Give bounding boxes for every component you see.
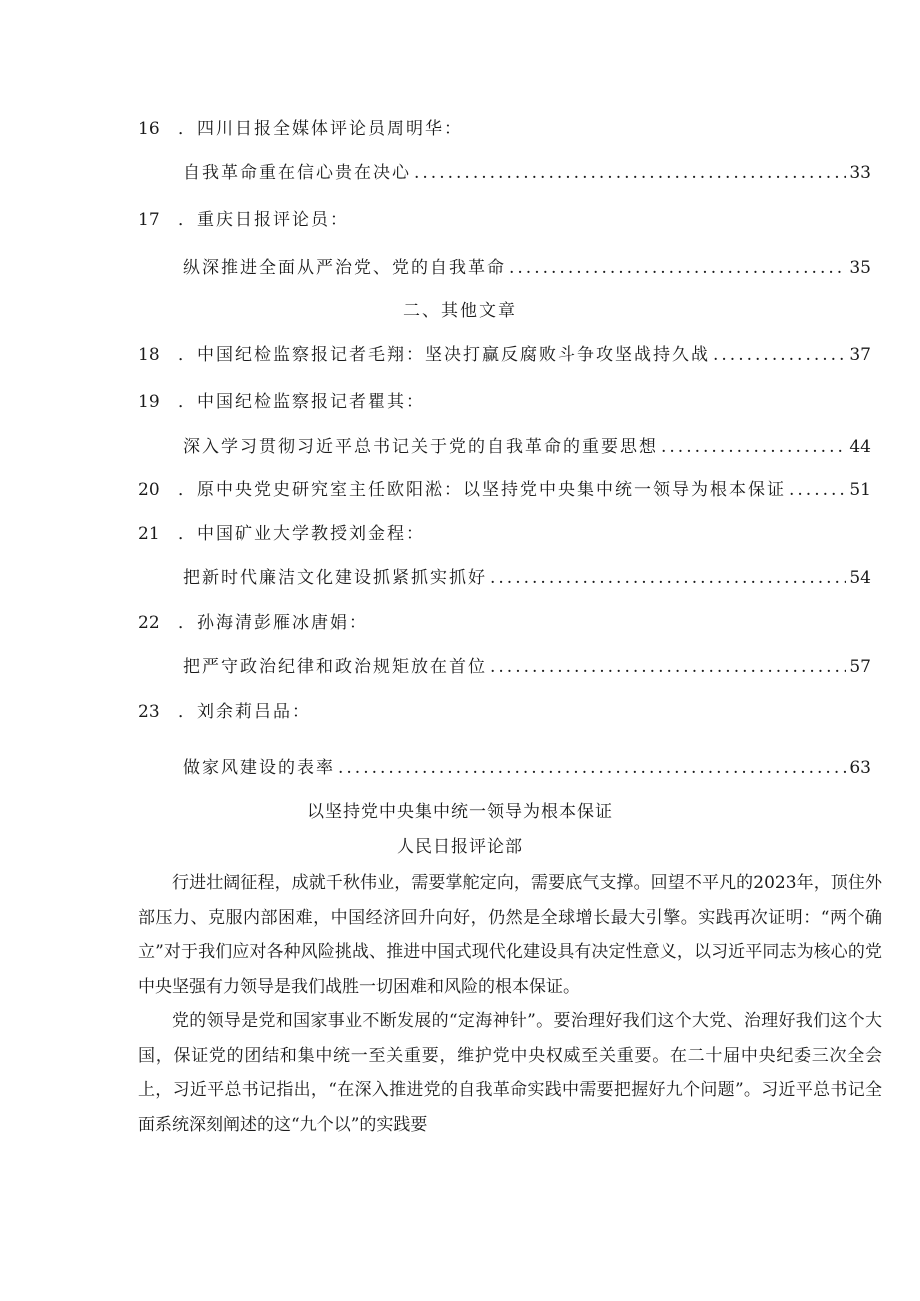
toc-page-number: 63 [849, 758, 871, 778]
toc-item-16-heading: 16 ．四川日报全媒体评论员周明华： [138, 119, 463, 139]
toc-item-18-entry[interactable]: 18 ． 中国纪检监察报记者毛翔：坚决打赢反腐败斗争攻坚战持久战 ..... 37 [138, 343, 871, 367]
toc-item-author: 孙海清彭雁冰唐娟： [197, 613, 368, 633]
toc-item-19-heading: 19 ．中国纪检监察报记者瞿其： [138, 392, 425, 412]
toc-leader-dots [338, 756, 846, 780]
toc-page-number: 57 [849, 657, 871, 677]
toc-item-number: 16 [138, 119, 160, 139]
toc-item-title: 深入学习贯彻习近平总书记关于党的自我革命的重要思想 [183, 437, 658, 457]
toc-leader-dots [661, 435, 846, 459]
toc-item-author: 中国纪检监察报记者毛翔：坚决打赢反腐败斗争攻坚战持久战 [197, 345, 710, 365]
toc-page-number: 44 [849, 437, 871, 457]
toc-page-number: 54 [849, 568, 871, 588]
toc-item-author: 原中央党史研究室主任欧阳淞：以坚持党中央集中统一领导为根本保证 [197, 480, 786, 500]
toc-item-title: 把严守政治纪律和政治规矩放在首位 [183, 657, 487, 677]
toc-item-number: 17 [138, 210, 160, 230]
toc-item-21-entry[interactable] [183, 566, 871, 590]
toc-item-title: 自我革命重在信心贵在决心 [183, 163, 411, 183]
toc-item-22-heading: 22 ．孙海清彭雁冰唐娟： [138, 613, 368, 633]
toc-item-title: 把新时代廉洁文化建设抓紧抓实抓好 [183, 568, 487, 588]
toc-item-number: 20 [138, 480, 160, 500]
toc-item-21-heading: 21 ．中国矿业大学教授刘金程： [138, 524, 425, 544]
toc-leader-dots [509, 256, 846, 280]
toc-page-number: 51 [849, 480, 871, 500]
article-body [138, 866, 882, 1142]
toc-item-number: 22 [138, 613, 160, 633]
toc-item-22-entry[interactable] [183, 655, 871, 679]
toc-item-number: 18 [138, 345, 160, 365]
toc-item-title: 做家风建设的表率 [183, 758, 335, 778]
toc-item-17-entry[interactable] [183, 256, 871, 280]
toc-item-author: 中国矿业大学教授刘金程： [197, 524, 425, 544]
toc-item-19-entry[interactable] [183, 435, 871, 459]
toc-item-author: 四川日报全媒体评论员周明华： [197, 119, 463, 139]
article-paragraph: 党的领导是党和国家事业不断发展的“定海神针”。要治理好我们这个大党、治理好我们这个大国，保证党的团结和集中统一至关重要，维护党中央权威至关重要。在二十届中央纪委三次全会上，习近平总书记指出，“在深入推进党的自我革命实践中需要把握好九个问题”。习近平总书记全面系统深刻阐述的这“九个以”的实践要 [138, 1011, 882, 1135]
toc-page-number: 35 [849, 258, 871, 278]
toc-item-23-entry[interactable] [183, 756, 871, 780]
article-title: 以坚持党中央集中统一领导为根本保证 [307, 802, 613, 822]
toc-section-heading: 二、其他文章 [403, 301, 517, 321]
toc-item-23-heading: 23 ．刘余莉吕品： [138, 702, 311, 722]
toc-item-number: 21 [138, 524, 160, 544]
article-paragraph: 行进壮阔征程，成就千秋伟业，需要掌舵定向，需要底气支撑。回望不平凡的2023年，顶住外部压力、克服内部困难，中国经济回升向好，仍然是全球增长最大引擎。实践再次证明：“两个确立”对于我们应对各种风险挑战、推进中国式现代化建设具有决定性意义，以习近平同志为核心的党中央坚强有力领导是我们战胜一切困难和风险的根本保证。 [138, 873, 882, 997]
toc-leader-dots [789, 478, 846, 502]
toc-item-author: 刘余莉吕品： [197, 702, 311, 722]
toc-leader-dots [490, 566, 846, 590]
toc-item-20-entry[interactable]: 20 ． 原中央党史研究室主任欧阳淞：以坚持党中央集中统一领导为根本保证 ..... 51 [138, 478, 871, 502]
toc-item-author: 重庆日报评论员： [197, 210, 349, 230]
toc-item-author: 中国纪检监察报记者瞿其： [197, 392, 425, 412]
article-byline: 人民日报评论部 [397, 837, 523, 857]
toc-item-number: 23 [138, 702, 160, 722]
toc-item-17-heading: 17 ．重庆日报评论员： [138, 210, 349, 230]
toc-page-number: 33 [849, 163, 871, 183]
toc-item-title: 纵深推进全面从严治党、党的自我革命 [183, 258, 506, 278]
toc-page-number: 37 [849, 345, 871, 365]
toc-leader-dots [713, 343, 846, 367]
toc-item-16-entry[interactable] [183, 161, 871, 185]
toc-item-number: 19 [138, 392, 160, 412]
toc-leader-dots [490, 655, 846, 679]
toc-leader-dots [414, 161, 846, 185]
